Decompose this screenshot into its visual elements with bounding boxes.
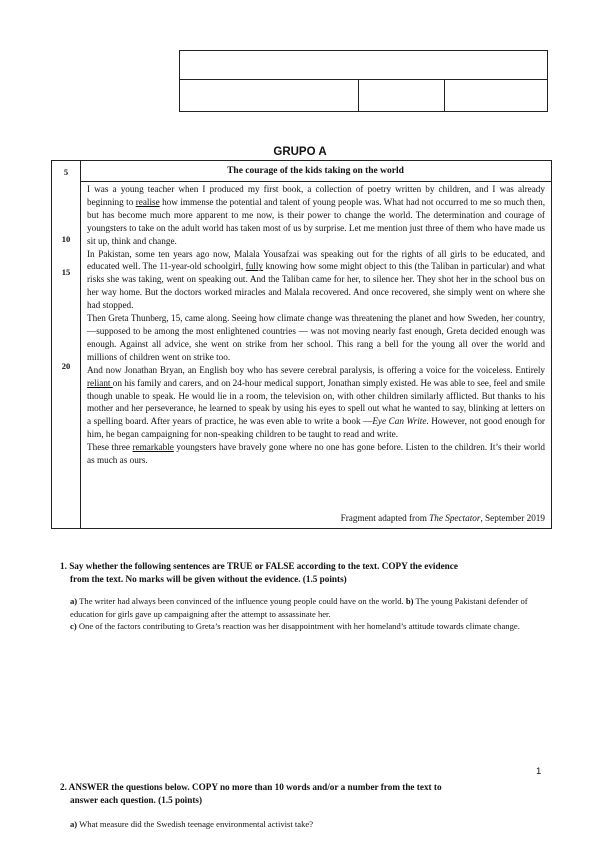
info-box-divider (444, 79, 445, 111)
underlined-word: fully (245, 261, 264, 272)
question-1 (60, 560, 560, 633)
paragraph: These three remarkable youngsters have bravely gone where no one has gone before. Listen to the children. It’s their world as much as ours. (87, 442, 545, 466)
underlined-word: realise (135, 196, 160, 207)
text-source: Fragment adapted from The Spectator, September 2019 (340, 513, 545, 523)
question-item: a) The writer had always been convinced of the influence young people could have on the world. b) The young Pakistani defender of education for girls gave up campaigning after the attempt to assassinate her. (70, 596, 528, 619)
question-1-title: 1. Say whether the following sentences are TRUE or FALSE according to the text. COPY the evidence from the text. No marks will be given without the evidence. (1.5 points) (60, 561, 458, 584)
book-title: Eye Can Write (372, 416, 427, 427)
line-number: 20 (61, 361, 71, 371)
paragraph: In Pakistan, some ten years ago now, Malala Yousafzai was speaking out for the rights of all girls to be educated, and educated well. The 11-year-old schoolgirl, fully knowing how some might object to this (the Taliban in particular) and what risks she was taking, went on speaking out. And the Taliban came for her, to silence her. They shot her in the school bus on her way home. But the doctors worked miracles and Malala recovered. And once recovered, she simply went on where she had stopped. (87, 248, 545, 311)
page-number: 1 (536, 766, 542, 777)
info-box-divider (358, 79, 359, 111)
line-number: 15 (61, 267, 71, 277)
underlined-word: reliant (87, 377, 113, 388)
line-number: 10 (61, 234, 71, 244)
question-1-items (60, 595, 560, 633)
underlined-word: remarkable (132, 442, 174, 453)
info-box-name-row (180, 51, 547, 80)
paragraph: I was a young teacher when I produced my first book, a collection of poetry written by children, and I was already beginning to realise how immense the potential and talent of young people was. What had not occurred to me so much then, but has become much more apparent to me now, is their power to change the world. The determination and courage of youngsters to take on the adult world has taken most of us by surprise. Let me mention just three of them who have made us sit up, think and change. (87, 184, 545, 246)
text-body (87, 183, 545, 467)
paragraph: And now Jonathan Bryan, an English boy who has severe cerebral paralysis, is offering a voice for the voiceless. Entirely reliant on his family and carers, and on 24-hour medical support, Jonathan simply existed. He was able to see, feel and smile though unable to speak. He would lie in a room, the television on, with other children similarly afflicted. But thanks to his mother and her perseverance, he learned to speak by using his eyes to spell out what he wanted to say, blinking at letters on a spelling board. After years of practice, he was even able to write a book —Eye Can Write. However, not good enough for him, he began campaigning for non-speaking children to be taught to read and write. (87, 364, 545, 440)
line-number: 5 (63, 167, 69, 177)
line-number-column (52, 161, 81, 528)
question-item: a) What measure did the Swedish teenage environmental activist take? (70, 819, 314, 829)
question-2-title: 2. ANSWER the questions below. COPY no more than 10 words and/or a number from the text to answer each question. (1.5 points) (60, 782, 442, 805)
text-title: The courage of the kids taking on the world (80, 161, 551, 182)
section-heading: GRUPO A (273, 146, 327, 158)
paragraph: Then Greta Thunberg, 15, came along. Seeing how climate change was threatening the planet and how Sweden, her country, —supposed to be among the most enlightened countries — was not moving nearly fast enough, Greta decided enough was enough. Against all advice, she went on strike from her school. This rang a bell for the young all over the world and millions of children went on strike too. (87, 313, 545, 362)
student-info-box (179, 50, 548, 112)
question-2 (60, 781, 560, 831)
reading-text-table (51, 160, 552, 529)
question-item: c) One of the factors contributing to Greta’s reaction was her disappointment with her homeland’s attitude towards climate change. (70, 621, 520, 631)
